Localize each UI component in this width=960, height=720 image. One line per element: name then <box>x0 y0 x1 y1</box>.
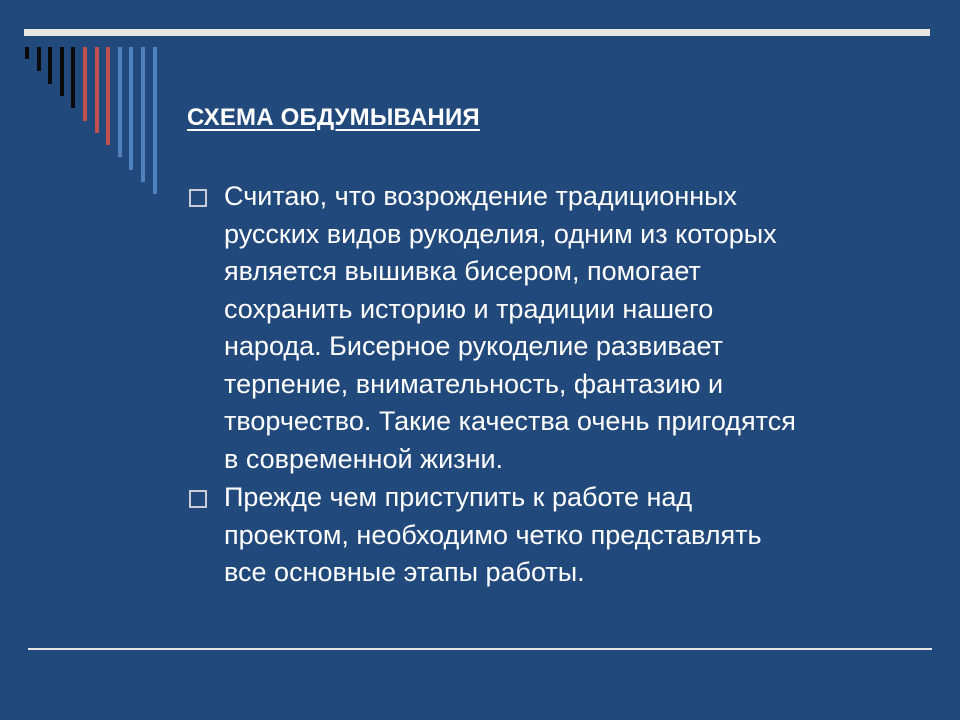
decorative-stripe <box>153 47 157 194</box>
bullet-line: терпение, внимательность, фантазию и <box>224 368 724 399</box>
decorative-stripe <box>118 47 122 157</box>
bullet-line: является вышивка бисером, помогает <box>224 256 701 286</box>
bullet-line: проектом, необходимо четко представлять <box>224 519 762 550</box>
bullet-line: творчество. Такие качества очень пригодятся <box>224 406 796 436</box>
decorative-stripe <box>141 47 145 182</box>
bullet-line: Считаю, что возрождение традиционных <box>224 181 738 211</box>
square-bullet-icon <box>189 490 207 508</box>
decorative-stripe <box>95 47 99 133</box>
decorative-stripe <box>106 47 110 145</box>
bullet-line: в современной жизни. <box>224 443 504 474</box>
decorative-stripe <box>37 47 41 71</box>
bullet-list <box>187 178 917 593</box>
decorative-stripe <box>129 47 133 170</box>
bullet-line: Прежде чем приступить к работе над <box>224 482 693 512</box>
bullet-item <box>187 479 917 592</box>
decorative-stripe <box>25 47 29 59</box>
bullet-item <box>187 178 917 478</box>
bullet-line: сохранить историю и традиции нашего <box>224 293 714 324</box>
square-bullet-icon <box>189 189 207 207</box>
decorative-stripes <box>0 0 170 200</box>
bullet-line: народа. Бисерное рукоделие развивает <box>224 331 723 361</box>
decorative-stripe <box>71 47 75 108</box>
decorative-stripe <box>83 47 87 121</box>
bullet-line: все основные этапы работы. <box>224 557 585 587</box>
slide-title: СХЕМА ОБДУМЫВАНИЯ <box>187 104 480 131</box>
decorative-stripe <box>48 47 52 84</box>
bottom-rule <box>28 648 932 650</box>
bullet-line: русских видов рукоделия, одним из которых <box>224 218 777 249</box>
decorative-stripe <box>60 47 64 96</box>
